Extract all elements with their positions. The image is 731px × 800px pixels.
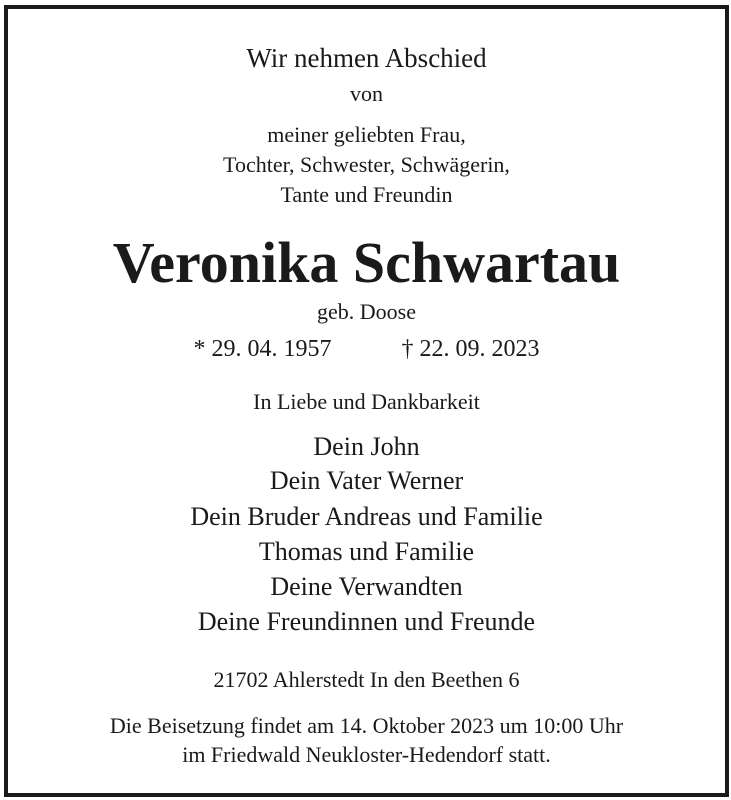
relation-line: meiner geliebten Frau, bbox=[267, 122, 466, 147]
mourner-line: Dein Vater Werner bbox=[269, 466, 464, 495]
funeral-info-line: im Friedwald Neukloster-Hedendorf statt. bbox=[182, 742, 551, 767]
mourner-line: Deine Freundinnen und Freunde bbox=[197, 607, 536, 636]
born-name: geb. Doose bbox=[317, 299, 416, 324]
birth-date: * 29. 04. 1957 bbox=[193, 336, 332, 362]
obituary-frame bbox=[4, 5, 729, 797]
mourner-line: Thomas und Familie bbox=[258, 537, 475, 566]
death-date: † 22. 09. 2023 bbox=[401, 336, 540, 362]
von-text: von bbox=[350, 81, 383, 106]
mourner-line: Dein Bruder Andreas und Familie bbox=[190, 502, 543, 531]
mourner-line: Deine Verwandten bbox=[270, 572, 463, 601]
relation-line: Tochter, Schwester, Schwägerin, bbox=[223, 152, 510, 177]
funeral-info-line: Die Beisetzung findet am 14. Oktober 2023 um 10:00 Uhr bbox=[109, 713, 624, 738]
thanks-text: In Liebe und Dankbarkeit bbox=[253, 389, 480, 414]
mourner-line: Dein John bbox=[313, 432, 420, 461]
heading: Wir nehmen Abschied bbox=[246, 43, 487, 73]
life-dates bbox=[8, 337, 725, 361]
relation-line: Tante und Freundin bbox=[280, 182, 453, 207]
address: 21702 Ahlerstedt In den Beethen 6 bbox=[213, 667, 520, 692]
deceased-name: Veronika Schwartau bbox=[112, 230, 621, 295]
